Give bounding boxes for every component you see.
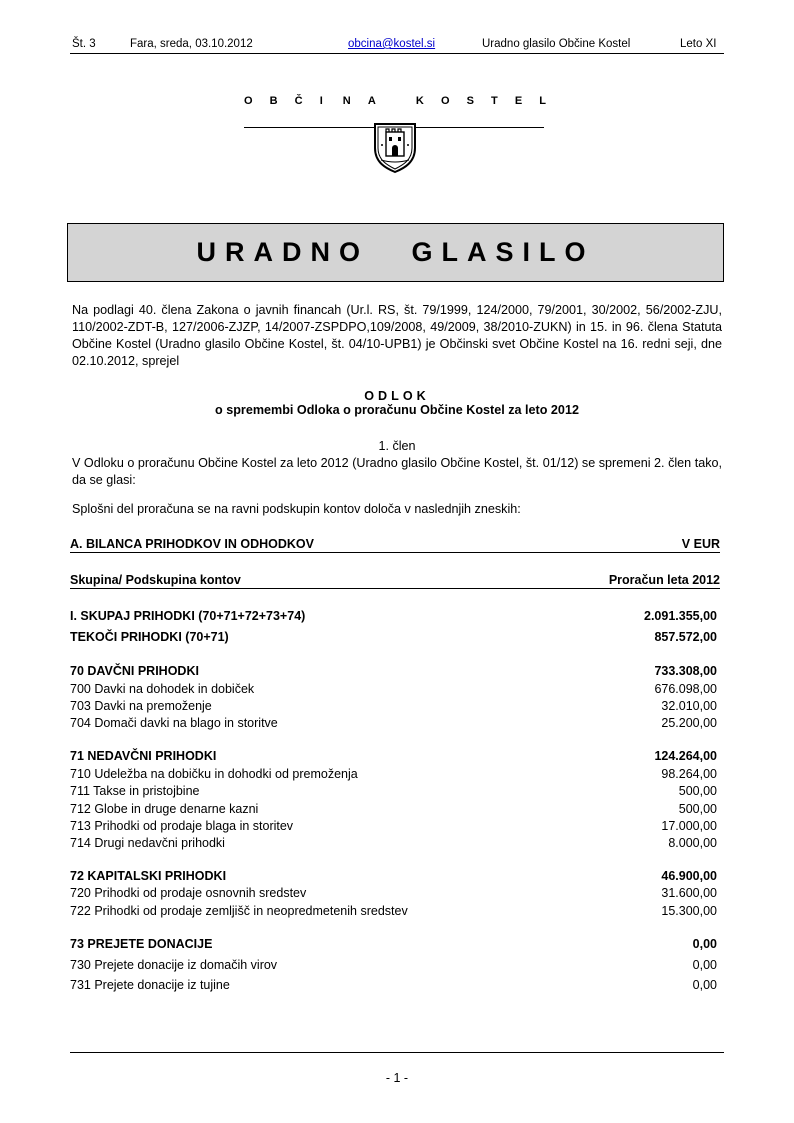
row-value: 8.000,00 bbox=[668, 836, 717, 850]
currency-label: V EUR bbox=[681, 537, 720, 551]
table-row bbox=[70, 784, 717, 798]
row-label: 720 Prihodki od prodaje osnovnih sredstev bbox=[70, 886, 307, 900]
article-text: V Odloku o proračunu Občine Kostel za leto 2012 (Uradno glasilo Občine Kostel, št. 01/12) se spremeni 2. člen tako, da se glasi: bbox=[72, 456, 722, 487]
row-value: 15.300,00 bbox=[661, 904, 717, 918]
row-label: 72 KAPITALSKI PRIHODKI bbox=[70, 869, 227, 883]
emblem-letter: O bbox=[244, 95, 253, 107]
column-group-header: Skupina/ Podskupina kontov bbox=[70, 573, 241, 587]
emblem-letter: N bbox=[342, 95, 351, 107]
legal-basis-paragraph: Na podlagi 40. člena Zakona o javnih financah (Ur.l. RS, št. 79/1999, 124/2000, 79/2001, 30/2002, 56/2002-ZJU, 110/2002-ZDT-B, 127/2006-ZJZP, 14/2007-ZSPDPO,109/2008, 49/2009, 38/2010-ZUKN) in 15. in 96. člena Statuta Občine Kostel (Uradno glasilo Občine Kostel, št. 04/10-UPB1) je Občinski svet Občine Kostel na 16. redni seji, dne 02.10.2012, sprejel bbox=[72, 303, 722, 368]
emblem-letter: Č bbox=[294, 95, 303, 107]
column-header bbox=[70, 573, 720, 589]
row-value: 500,00 bbox=[678, 802, 717, 816]
row-value: 0,00 bbox=[692, 937, 717, 951]
general-part-text: Splošni del proračuna se na ravni podskupin kontov določa v naslednjih zneskih: bbox=[72, 502, 521, 516]
table-row bbox=[70, 749, 717, 763]
row-label: 722 Prihodki od prodaje zemljišč in neopredmetenih sredstev bbox=[70, 904, 408, 918]
row-value: 500,00 bbox=[678, 784, 717, 798]
table-row bbox=[70, 904, 717, 918]
volume-year: Leto XI bbox=[680, 38, 717, 50]
municipality-name bbox=[244, 95, 546, 107]
row-label: 713 Prihodki od prodaje blaga in storitev bbox=[70, 819, 294, 833]
row-value: 98.264,00 bbox=[661, 767, 717, 781]
row-value: 32.010,00 bbox=[661, 699, 717, 713]
row-value: 124.264,00 bbox=[654, 749, 717, 763]
footer-rule bbox=[70, 1052, 724, 1053]
row-label: TEKOČI PRIHODKI (70+71) bbox=[70, 630, 229, 644]
title-banner bbox=[67, 223, 724, 282]
row-value: 25.200,00 bbox=[661, 716, 717, 730]
row-value: 0,00 bbox=[692, 978, 717, 992]
row-label: 710 Udeležba na dobičku in dohodki od premoženja bbox=[70, 767, 358, 781]
table-row bbox=[70, 869, 717, 883]
row-label: 73 PREJETE DONACIJE bbox=[70, 937, 213, 951]
issue-number: Št. 3 bbox=[72, 38, 96, 50]
row-value: 0,00 bbox=[692, 958, 717, 972]
emblem-letter: T bbox=[491, 95, 498, 107]
table-row bbox=[70, 609, 717, 623]
table-row bbox=[70, 630, 717, 644]
email-link[interactable]: obcina@kostel.si bbox=[348, 38, 436, 50]
emblem-letter: K bbox=[415, 95, 424, 107]
table-row bbox=[70, 699, 717, 713]
row-label: 712 Globe in druge denarne kazni bbox=[70, 802, 259, 816]
table-row bbox=[70, 716, 717, 730]
row-label: 703 Davki na premoženje bbox=[70, 699, 212, 713]
row-label: 704 Domači davki na blago in storitve bbox=[70, 716, 278, 730]
publication-name: Uradno glasilo Občine Kostel bbox=[482, 38, 631, 50]
emblem-letter: I bbox=[319, 95, 323, 107]
emblem-letter: S bbox=[466, 95, 474, 107]
table-row bbox=[70, 978, 717, 992]
row-value: 733.308,00 bbox=[654, 664, 717, 678]
decree-subheading: o spremembi Odloka o proračunu Občine Kostel za leto 2012 bbox=[215, 403, 579, 417]
row-value: 857.572,00 bbox=[654, 630, 717, 644]
table-row bbox=[70, 767, 717, 781]
table-row bbox=[70, 802, 717, 816]
row-value: 676.098,00 bbox=[654, 682, 717, 696]
row-value: 17.000,00 bbox=[661, 819, 717, 833]
row-label: 731 Prejete donacije iz tujine bbox=[70, 978, 230, 992]
emblem-letter: O bbox=[440, 95, 450, 107]
row-label: 711 Takse in pristojbine bbox=[70, 784, 200, 798]
coat-of-arms-icon bbox=[371, 118, 419, 174]
article-number: 1. člen bbox=[378, 439, 416, 453]
row-label: 70 DAVČNI PRIHODKI bbox=[70, 664, 199, 678]
row-value: 2.091.355,00 bbox=[644, 609, 717, 623]
row-label: 730 Prejete donacije iz domačih virov bbox=[70, 958, 278, 972]
page-number: - 1 - bbox=[385, 1071, 409, 1085]
row-label: 71 NEDAVČNI PRIHODKI bbox=[70, 749, 217, 763]
table-row bbox=[70, 836, 717, 850]
table-row bbox=[70, 819, 717, 833]
place-date: Fara, sreda, 03.10.2012 bbox=[130, 38, 253, 50]
row-value: 31.600,00 bbox=[661, 886, 717, 900]
emblem-letter: E bbox=[514, 95, 523, 107]
column-budget-header: Proračun leta 2012 bbox=[608, 573, 720, 587]
emblem-letter bbox=[393, 95, 399, 107]
table-row bbox=[70, 937, 717, 951]
section-header bbox=[70, 537, 720, 553]
table-row bbox=[70, 664, 717, 678]
row-label: 714 Drugi nedavčni prihodki bbox=[70, 836, 225, 850]
decree-heading: ODLOK bbox=[364, 389, 430, 403]
emblem-letter: B bbox=[269, 95, 278, 107]
row-label: I. SKUPAJ PRIHODKI (70+71+72+73+74) bbox=[70, 609, 306, 623]
row-label: 700 Davki na dohodek in dobiček bbox=[70, 682, 255, 696]
header-rule bbox=[70, 53, 724, 54]
row-value: 46.900,00 bbox=[661, 869, 717, 883]
table-row bbox=[70, 886, 717, 900]
table-row bbox=[70, 682, 717, 696]
emblem-letter: A bbox=[367, 95, 376, 107]
publication-title: URADNO GLASILO bbox=[196, 237, 595, 267]
section-title: A. BILANCA PRIHODKOV IN ODHODKOV bbox=[70, 537, 314, 551]
table-row bbox=[70, 958, 717, 972]
emblem-letter: L bbox=[539, 95, 546, 107]
